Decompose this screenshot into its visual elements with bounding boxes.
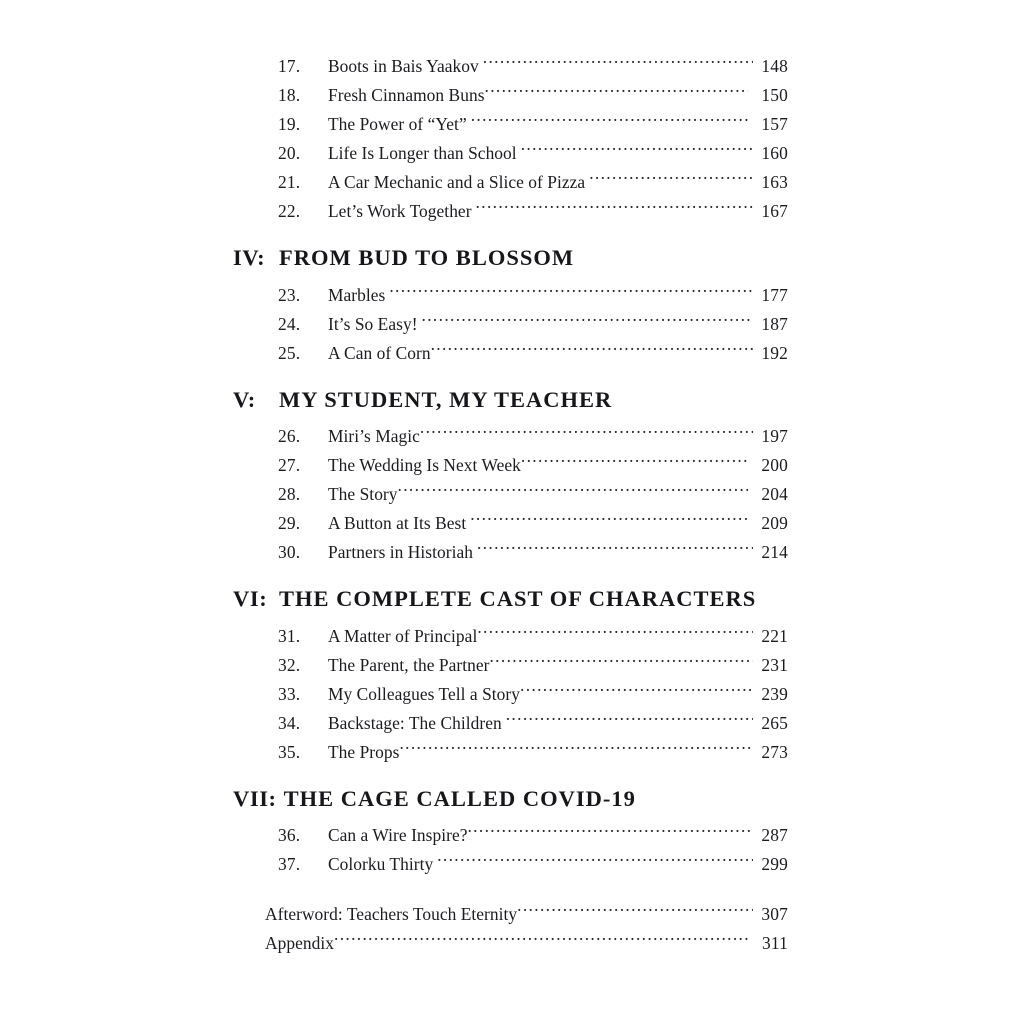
toc-entry-page-number: 187 [761,313,788,334]
toc-entry-number: 19. [278,114,301,134]
toc-entry[interactable] [233,480,788,509]
toc-dot-leader [521,142,753,159]
toc-section-header[interactable] [233,785,788,811]
toc-entry-title: Boots in Bais Yaakov [328,56,479,76]
toc-entry-page-number: 160 [761,143,788,163]
toc-entry-title: Let’s Work Together [328,201,472,221]
toc-entry[interactable] [233,110,788,139]
toc-entry-title: The Power of “Yet” [328,114,467,134]
toc-entry-title: The Wedding Is Next Week [328,455,521,475]
toc-section-header[interactable] [233,247,788,270]
toc-entry-title: Can a Wire Inspire? [328,825,468,845]
toc-entry-number: 28. [278,484,301,504]
toc-entry-title: A Button at Its Best [328,513,467,533]
toc-entry-number: 20. [278,143,301,163]
toc-section-numeral: VI: [233,586,268,611]
toc-entry[interactable] [233,821,788,850]
toc-entry-number: 30. [278,542,301,562]
toc-entry-number: 31. [278,625,301,646]
toc-entry-number: 26. [278,426,301,446]
toc-entry-number: 34. [278,712,301,733]
toc-dot-leader [431,341,753,358]
toc-entry[interactable] [233,738,788,767]
toc-entry-title: The Story [328,484,398,504]
toc-entry-title: Partners in Historiah [328,542,473,562]
toc-entry[interactable] [233,81,788,110]
toc-dot-leader [389,283,753,300]
toc-dot-leader [477,624,753,641]
toc-entry-title: Miri’s Magic [328,426,420,446]
toc-entry-title: A Matter of Principal [328,625,478,646]
toc-entry-number: 24. [278,313,301,334]
toc-entry[interactable] [233,339,788,368]
toc-entry[interactable] [233,168,788,197]
toc-entry-number: 23. [278,284,301,305]
toc-entry[interactable] [233,538,788,567]
toc-entry-title: Marbles [328,284,386,305]
toc-entry-title: Life Is Longer than School [328,143,517,163]
toc-dot-leader [485,84,748,101]
toc-entry[interactable] [233,900,788,929]
toc-section-group-iv [233,247,788,368]
toc-entry[interactable] [233,310,788,339]
toc-entry-number: 33. [278,683,301,704]
toc-dot-leader [334,932,748,949]
toc-section-group-v [233,386,788,568]
toc-entry[interactable] [233,680,788,709]
toc-section-backmatter [233,900,788,958]
toc-entry[interactable] [233,850,788,879]
toc-entry-number: 29. [278,513,301,533]
toc-entry[interactable] [233,281,788,310]
toc-section-numeral: IV: [233,245,266,270]
toc-entry-title: Colorku Thirty [328,854,434,874]
toc-entry-title: A Can of Corn [328,342,431,363]
toc-dot-leader [521,454,748,471]
toc-entry[interactable] [233,929,788,958]
toc-entry[interactable] [233,422,788,451]
toc-entry[interactable] [233,52,788,81]
toc-dot-leader [422,312,753,329]
toc-entry-page-number: 239 [761,683,788,704]
toc-entry-number: 32. [278,654,301,675]
toc-entry-number: 21. [278,172,301,192]
toc-entry[interactable] [233,451,788,480]
toc-entry-title: The Parent, the Partner [328,654,490,675]
toc-entry-title: Afterword: Teachers Touch Eternity [265,904,518,924]
toc-entry-page-number: 311 [761,933,788,953]
toc-entry-page-number: 209 [761,513,788,533]
toc-entry[interactable] [233,709,788,738]
toc-section-numeral: V: [233,386,256,412]
toc-entry-number: 25. [278,342,301,363]
toc-entry[interactable] [233,139,788,168]
toc-section-group-vi [233,588,788,767]
toc-entry-title: Fresh Cinnamon Buns [328,85,485,105]
toc-entry-number: 27. [278,455,301,475]
toc-dot-leader [470,512,748,529]
toc-entry-page-number: 167 [761,201,788,221]
toc-entry[interactable] [233,651,788,680]
toc-entry[interactable] [233,622,788,651]
toc-dot-leader [467,824,753,841]
toc-dot-leader [483,55,753,72]
toc-dot-leader [398,483,748,500]
toc-section-title: THE COMPLETE CAST OF CHARACTERS [279,586,757,611]
toc-entry-number: 35. [278,741,301,762]
toc-entry-page-number: 197 [761,426,788,446]
toc-dot-leader [437,853,753,870]
toc-entry[interactable] [233,509,788,538]
toc-entry-number: 17. [278,56,301,76]
toc-entry-title: A Car Mechanic and a Slice of Pizza [328,172,586,192]
toc-entry-title: The Props [328,741,400,762]
toc-entry-page-number: 231 [761,654,788,675]
toc-section-header[interactable] [233,386,788,412]
toc-entry-page-number: 157 [761,114,788,134]
toc-section-group-continued [233,52,788,226]
toc-entry-number: 36. [278,825,301,845]
toc-section-title: MY STUDENT, MY TEACHER [279,386,613,412]
toc-dot-leader [506,711,753,728]
toc-entry-page-number: 200 [761,455,788,475]
toc-section-numeral: VII: [233,785,277,811]
toc-entry-page-number: 192 [761,342,788,363]
toc-entry-page-number: 265 [761,712,788,733]
toc-dot-leader [517,903,753,920]
toc-entry-number: 22. [278,201,301,221]
toc-entry-page-number: 204 [761,484,788,504]
toc-section-title: FROM BUD TO BLOSSOM [279,245,575,270]
toc-entry-page-number: 150 [761,85,788,105]
toc-dot-leader [476,200,753,217]
toc-entry-number: 18. [278,85,301,105]
toc-dot-leader [489,653,753,670]
toc-dot-leader [477,541,753,558]
toc-entry-number: 37. [278,854,301,874]
toc-entry-title: Appendix [265,933,334,953]
toc-entry-title: It’s So Easy! [328,313,418,334]
toc-entry-page-number: 273 [761,741,788,762]
toc-entry[interactable] [233,197,788,226]
toc-dot-leader [471,113,748,130]
toc-dot-leader [589,171,753,188]
toc-dot-leader [399,740,753,757]
toc-entry-page-number: 221 [761,625,788,646]
toc-entry-page-number: 163 [761,172,788,192]
toc-entry-page-number: 214 [761,542,788,562]
toc-entry-page-number: 307 [761,904,788,924]
toc-dot-leader [520,682,753,699]
toc-entry-page-number: 299 [761,854,788,874]
toc-dot-leader [420,425,753,442]
toc-entry-page-number: 177 [761,284,788,305]
toc-section-group-vii [233,785,788,880]
toc-entry-title: My Colleagues Tell a Story [328,683,521,704]
toc-entry-page-number: 287 [761,825,788,845]
toc-section-title: THE CAGE CALLED COVID-19 [283,785,636,811]
toc-entry-title: Backstage: The Children [328,712,502,733]
toc-section-header[interactable] [233,588,788,611]
toc-entry-page-number: 148 [761,56,788,76]
